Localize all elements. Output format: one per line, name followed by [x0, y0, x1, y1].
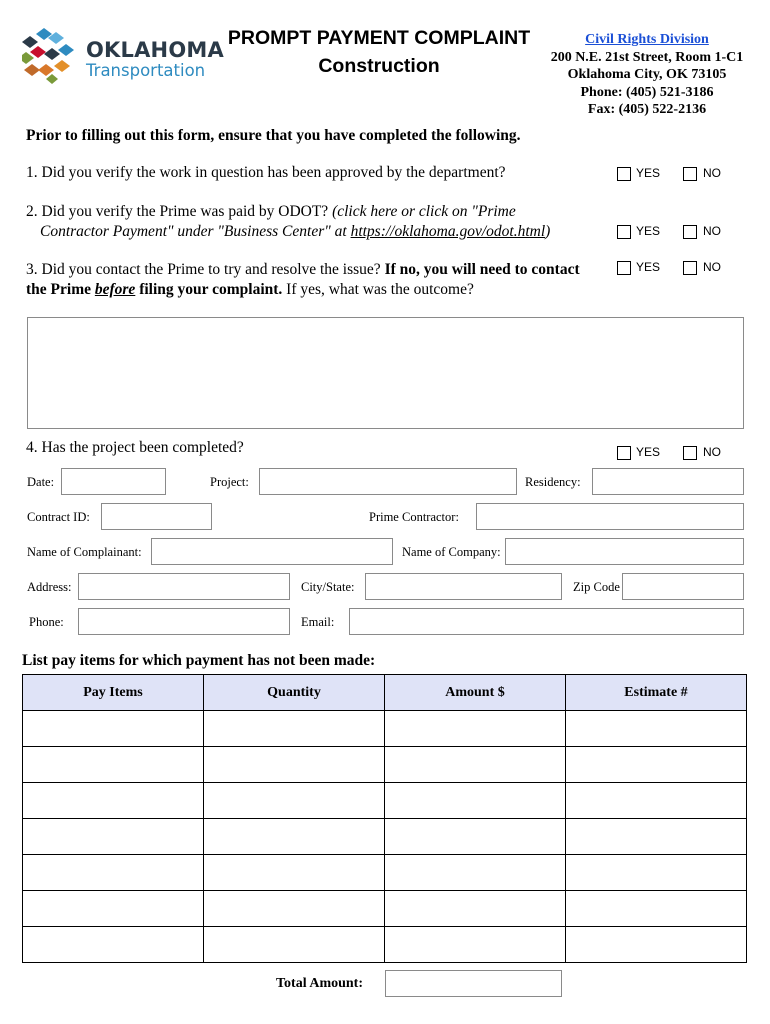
q2-yes-checkbox[interactable]	[617, 225, 631, 239]
complainant-label: Name of Complainant:	[27, 545, 142, 559]
city-state-field[interactable]	[365, 573, 562, 600]
q2-no-label: NO	[703, 224, 721, 238]
table-cell[interactable]	[23, 855, 204, 891]
table-cell[interactable]	[566, 819, 747, 855]
q3-yes-checkbox[interactable]	[617, 261, 631, 275]
column-header-pay-items: Pay Items	[23, 675, 204, 711]
logo-subtitle: Transportation	[86, 61, 206, 80]
table-cell[interactable]	[385, 783, 566, 819]
city-state-label: City/State:	[301, 580, 355, 594]
table-cell[interactable]	[566, 747, 747, 783]
question-3	[26, 260, 606, 300]
table-cell[interactable]	[385, 711, 566, 747]
total-amount-field[interactable]	[385, 970, 562, 997]
table-cell[interactable]	[23, 891, 204, 927]
complainant-field[interactable]	[151, 538, 393, 565]
address-street: 200 N.E. 21st Street, Room 1-C1	[550, 49, 744, 65]
contract-id-label: Contract ID:	[27, 510, 90, 524]
q3-yes-label: YES	[636, 260, 661, 274]
table-cell[interactable]	[204, 819, 385, 855]
q3-warning-end: filing your complaint.	[139, 281, 283, 298]
prime-contractor-label: Prime Contractor:	[369, 510, 459, 524]
address-city: Oklahoma City, OK 73105	[567, 67, 727, 82]
q3-followup: If yes, what was the outcome?	[286, 281, 474, 298]
table-cell[interactable]	[385, 855, 566, 891]
table-cell[interactable]	[23, 783, 204, 819]
q3-warning-prime: the Prime	[26, 281, 91, 298]
outcome-textarea[interactable]	[27, 317, 744, 429]
question-2	[26, 202, 596, 242]
question-4: 4. Has the project been completed?	[26, 439, 244, 456]
table-row	[23, 819, 747, 855]
table-cell[interactable]	[23, 711, 204, 747]
pay-items-table	[22, 674, 747, 963]
question-1: 1. Did you verify the work in question has been approved by the department?	[26, 164, 506, 181]
address-fax: Fax: (405) 522-2136	[587, 102, 707, 117]
table-cell[interactable]	[566, 783, 747, 819]
column-header-estimate: Estimate #	[566, 675, 747, 711]
residency-field[interactable]	[592, 468, 744, 495]
table-cell[interactable]	[204, 747, 385, 783]
title-line-1: PROMPT PAYMENT COMPLAINT	[227, 27, 531, 49]
table-cell[interactable]	[566, 927, 747, 963]
table-cell[interactable]	[566, 711, 747, 747]
table-cell[interactable]	[204, 891, 385, 927]
q2-hint-cont: Contractor Payment" under "Business Center" at	[40, 223, 347, 240]
prime-contractor-field[interactable]	[476, 503, 744, 530]
q3-warning-before: before	[94, 281, 136, 298]
table-cell[interactable]	[23, 927, 204, 963]
q4-yes-checkbox[interactable]	[617, 446, 631, 460]
q4-no-checkbox[interactable]	[683, 446, 697, 460]
q2-text: 2. Did you verify the Prime was paid by ODOT?	[26, 203, 329, 220]
email-field[interactable]	[349, 608, 744, 635]
q3-text: 3. Did you contact the Prime to try and resolve the issue?	[26, 261, 381, 278]
table-row	[23, 927, 747, 963]
column-header-quantity: Quantity	[204, 675, 385, 711]
company-field[interactable]	[505, 538, 744, 565]
date-field[interactable]	[61, 468, 166, 495]
q2-yes-label: YES	[636, 224, 661, 238]
phone-label: Phone:	[29, 615, 64, 629]
zip-field[interactable]	[622, 573, 744, 600]
q1-yes-label: YES	[636, 166, 661, 180]
q1-no-label: NO	[703, 166, 721, 180]
project-label: Project:	[210, 475, 249, 489]
date-label: Date:	[27, 475, 55, 489]
page-title	[218, 24, 540, 80]
address-label: Address:	[27, 580, 72, 594]
table-cell[interactable]	[23, 747, 204, 783]
phone-field[interactable]	[78, 608, 290, 635]
q1-no-checkbox[interactable]	[683, 167, 697, 181]
company-label: Name of Company:	[402, 545, 501, 559]
table-row	[23, 891, 747, 927]
address-phone: Phone: (405) 521-3186	[580, 84, 714, 100]
q2-no-checkbox[interactable]	[683, 225, 697, 239]
table-cell[interactable]	[204, 783, 385, 819]
table-cell[interactable]	[204, 927, 385, 963]
q1-yes-checkbox[interactable]	[617, 167, 631, 181]
table-cell[interactable]	[566, 855, 747, 891]
table-cell[interactable]	[204, 711, 385, 747]
q3-no-label: NO	[703, 260, 721, 274]
pay-items-heading: List pay items for which payment has not been made:	[22, 652, 376, 669]
total-amount-label: Total Amount:	[276, 976, 364, 991]
table-row	[23, 711, 747, 747]
title-line-2: Construction	[318, 55, 440, 77]
odot-website-link[interactable]: https://oklahoma.gov/odot.html	[350, 223, 546, 240]
column-header-amount: Amount $	[385, 675, 566, 711]
logo-name: OKLAHOMA	[86, 38, 224, 62]
zip-label: Zip Code	[573, 580, 620, 594]
table-cell[interactable]	[385, 891, 566, 927]
table-cell[interactable]	[385, 819, 566, 855]
q4-no-label: NO	[703, 445, 721, 459]
project-field[interactable]	[259, 468, 517, 495]
table-row	[23, 783, 747, 819]
table-cell[interactable]	[385, 747, 566, 783]
q2-hint-end: )	[545, 223, 551, 240]
contract-id-field[interactable]	[101, 503, 212, 530]
address-block	[536, 31, 758, 119]
civil-rights-division-link[interactable]: Civil Rights Division	[585, 32, 709, 47]
email-label: Email:	[301, 615, 335, 629]
q2-hint: (click here or click on "Prime	[332, 203, 516, 220]
q3-no-checkbox[interactable]	[683, 261, 697, 275]
table-cell[interactable]	[204, 855, 385, 891]
table-cell[interactable]	[566, 891, 747, 927]
residency-label: Residency:	[525, 475, 581, 489]
table-row	[23, 747, 747, 783]
q3-warning: If no, you will need to contact	[384, 261, 580, 278]
q4-yes-label: YES	[636, 445, 661, 459]
intro-text: Prior to filling out this form, ensure that you have completed the following.	[26, 127, 521, 144]
table-row	[23, 855, 747, 891]
table-cell[interactable]	[385, 927, 566, 963]
address-field[interactable]	[78, 573, 290, 600]
table-cell[interactable]	[23, 819, 204, 855]
